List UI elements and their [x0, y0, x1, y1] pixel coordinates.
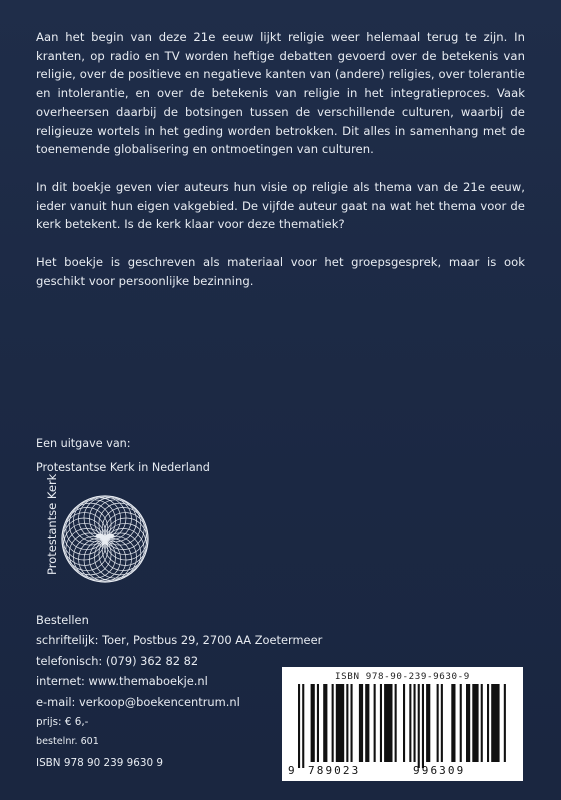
order-isbn: ISBN 978 90 239 9630 9: [36, 756, 164, 769]
barcode-bar: [472, 684, 478, 762]
barcode-bar: [403, 684, 405, 762]
publisher-label: Een uitgave van:: [36, 437, 131, 450]
barcode-bar: [336, 684, 344, 762]
barcode-digits-right: 996309: [413, 764, 466, 777]
dove-rosette-icon: [58, 492, 152, 586]
barcode-bar: [395, 684, 397, 762]
publisher-name: Protestantse Kerk in Nederland: [36, 461, 210, 474]
barcode-bar: [374, 684, 376, 762]
barcode-bar: [409, 684, 411, 762]
barcode-bar: [504, 684, 506, 762]
logo-text: Protestantse Kerk: [45, 473, 59, 575]
barcode-bar: [481, 684, 483, 762]
barcode-digits-left: 789023: [308, 764, 361, 777]
blurb-text: [36, 28, 525, 309]
barcode-bar: [422, 684, 424, 768]
barcode-bar: [418, 684, 420, 768]
barcode-bar: [380, 684, 382, 762]
barcode-bar: [437, 684, 439, 762]
barcode-bar: [346, 684, 348, 762]
barcode-bar: [441, 684, 443, 762]
order-internet: internet: www.themaboekje.nl: [36, 674, 208, 689]
barcode-bar: [365, 684, 369, 762]
barcode-bar: [359, 684, 363, 762]
order-heading: Bestellen: [36, 613, 89, 627]
publisher-logo: [36, 473, 146, 592]
barcode-bar: [487, 684, 489, 762]
barcode-bar: [332, 684, 334, 762]
barcode-bar: [414, 684, 416, 762]
order-written: schriftelijk: Toer, Postbus 29, 2700 AA Zoetermeer: [36, 633, 323, 648]
barcode-digit-first: 9: [288, 764, 297, 777]
order-phone: telefonisch: (079) 362 82 82: [36, 653, 199, 668]
barcode-bar: [384, 684, 392, 762]
barcode-bar: [426, 684, 430, 762]
blurb-paragraph-1: Aan het begin van deze 21e eeuw lijkt religie weer helemaal terug te zijn. In kranten, op radio en TV worden heftige debatten gevoerd over de betekenis van religie, over de positieve en negatieve kanten van (andere) religies, over tolerantie en intolerantie, en over de betekenis van religie in het integratieproces. Vaak overheersen daarbij de botsingen tussen de verschillende culturen, waarbij de religieuze wortels in het geding worden betrokken. Dit alles in samenhang met de toenemende globalisering en ontmoetingen van culturen.: [36, 30, 525, 157]
order-email: e-mail: verkoop@boekencentrum.nl: [36, 694, 240, 709]
barcode-bar: [298, 684, 300, 768]
order-number: bestelnr. 601: [36, 736, 99, 748]
barcode-bar: [466, 684, 470, 762]
barcode-bar: [317, 684, 319, 762]
barcode: [282, 667, 523, 781]
barcode-bar: [311, 684, 315, 762]
barcode-bar: [351, 684, 353, 762]
barcode-bar: [460, 684, 462, 762]
publisher-info: [36, 434, 210, 482]
barcode-bar: [491, 684, 499, 762]
order-info: [36, 610, 322, 773]
barcode-bar: [323, 684, 327, 762]
barcode-bars: [294, 684, 511, 770]
barcode-bar: [302, 684, 304, 768]
barcode-bar: [451, 684, 455, 762]
blurb-paragraph-3: Het boekje is geschreven als materiaal voor het groepsgesprek, maar is ook geschikt voor persoonlijke bezinning.: [36, 255, 525, 288]
order-price: prijs: € 6,-: [36, 716, 89, 729]
barcode-isbn-line: ISBN 978-90-239-9630-9: [335, 671, 470, 682]
blurb-paragraph-2: In dit boekje geven vier auteurs hun visie op religie als thema van de 21e eeuw, ieder vanuit hun eigen vakgebied. De vijfde auteur gaat na wat het thema voor de kerk betekent. Is de kerk klaar voor deze thematiek?: [36, 179, 525, 232]
